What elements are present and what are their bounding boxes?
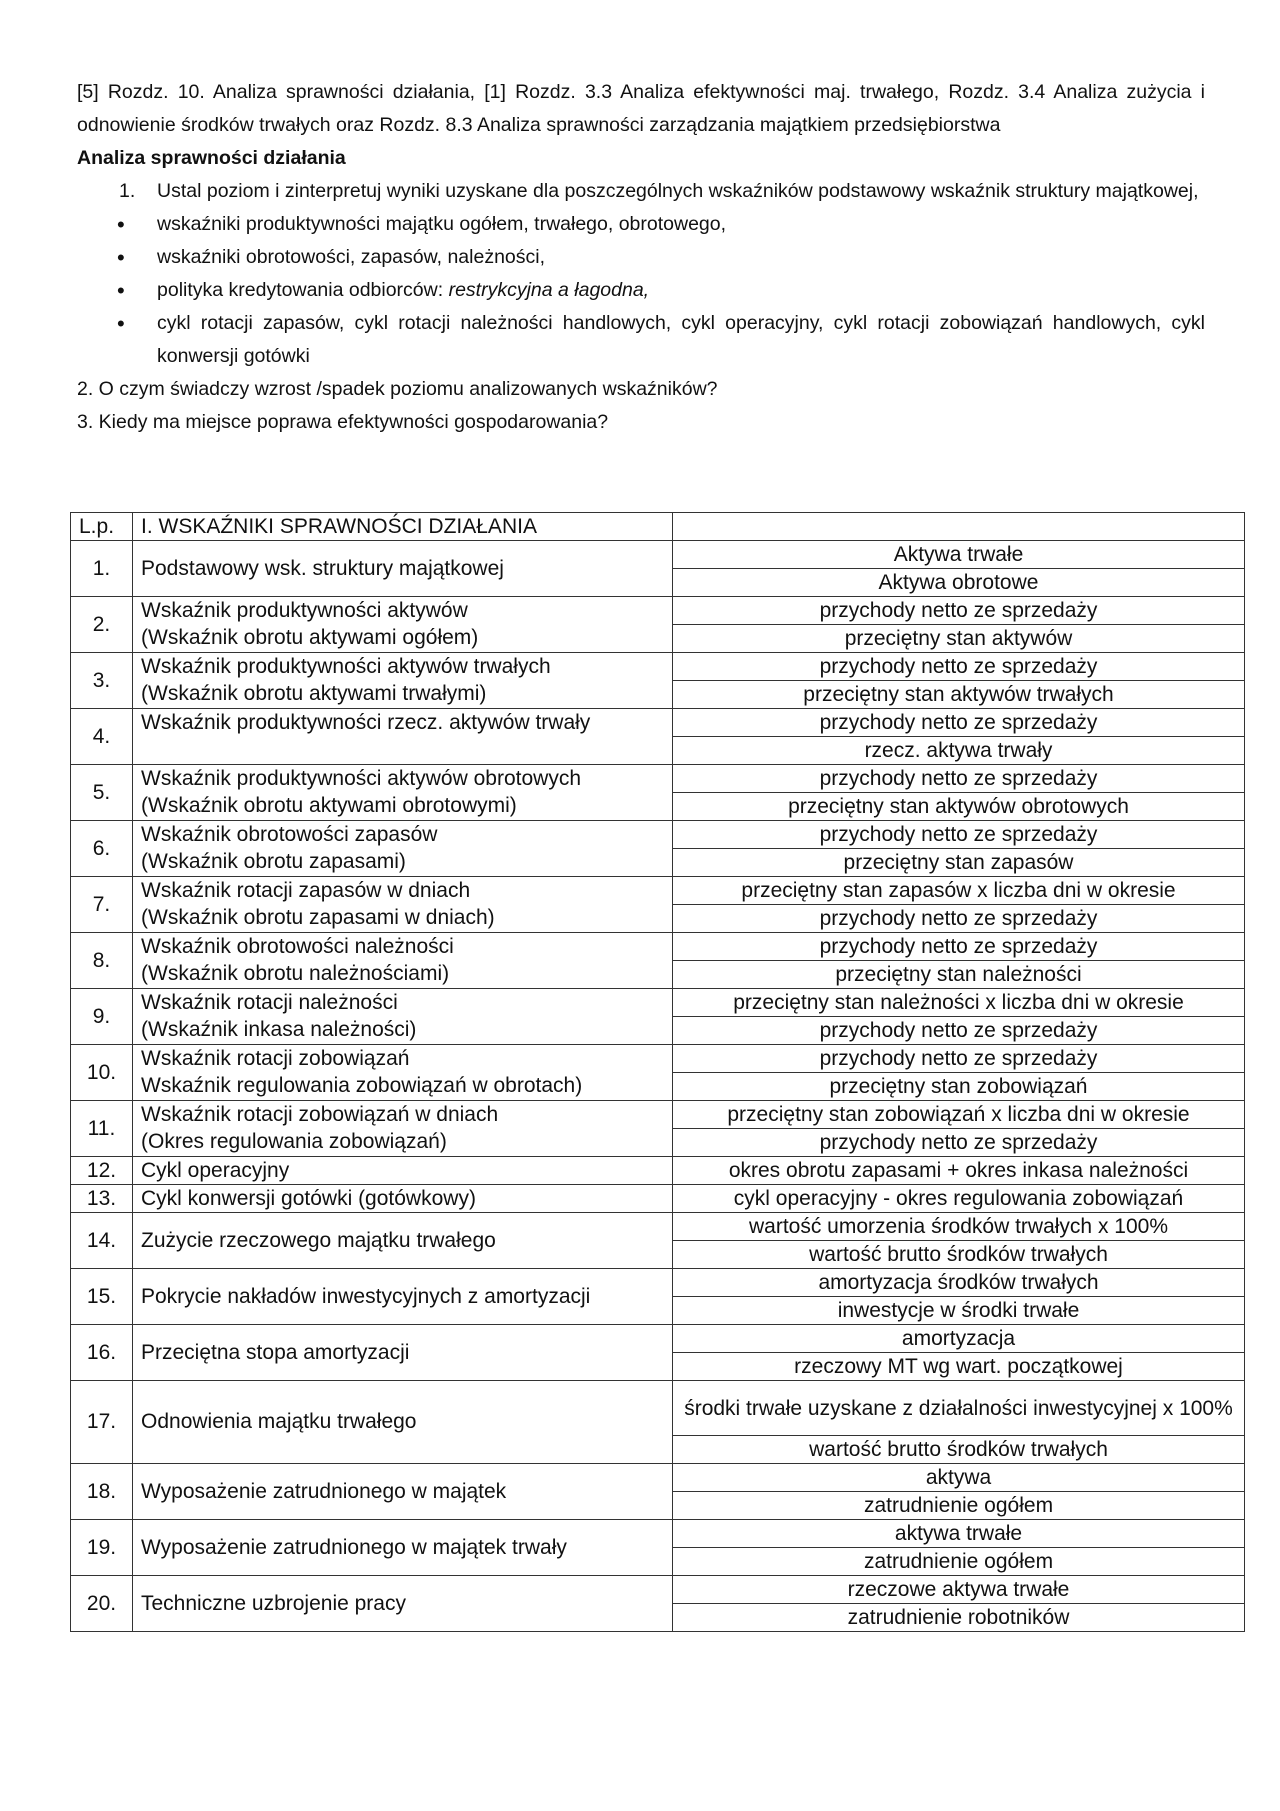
row-number: 12. <box>71 1157 133 1185</box>
formula-numerator: rzeczowe aktywa trwałe <box>673 1576 1245 1604</box>
indicator-name-alt: Wskaźnik regulowania zobowiązań w obrotach) <box>133 1073 673 1101</box>
formula-numerator: amortyzacja <box>673 1325 1245 1353</box>
formula-denominator: inwestycje w środki trwałe <box>673 1297 1245 1325</box>
formula-denominator: przychody netto ze sprzedaży <box>673 1129 1245 1157</box>
table-row-continuation <box>71 793 1245 821</box>
bullet-icon: • <box>117 278 125 303</box>
indicator-name: Wyposażenie zatrudnionego w majątek <box>133 1464 673 1520</box>
list-item-text: wskaźniki obrotowości, zapasów, należności, <box>157 246 546 268</box>
list-item <box>77 241 1205 274</box>
references-paragraph: [5] Rozdz. 10. Analiza sprawności działania, [1] Rozdz. 3.3 Analiza efektywności maj. trwałego, Rozdz. 3.4 Analiza zużycia i odnowienie środków trwałych oraz Rozdz. 8.3 Analiza sprawności zarządzania majątkiem przedsiębiorstwa <box>77 81 1205 136</box>
table-row <box>71 989 1245 1017</box>
indicator-name: Wskaźnik rotacji zobowiązań w dniach <box>133 1101 673 1129</box>
table-row-continuation <box>71 681 1245 709</box>
formula-numerator: przychody netto ze sprzedaży <box>673 933 1245 961</box>
formula-denominator: przeciętny stan aktywów <box>673 625 1245 653</box>
row-number: 6. <box>71 821 133 877</box>
table-row <box>71 1213 1245 1241</box>
indicator-name: Wskaźnik produktywności rzecz. aktywów trwały <box>133 709 673 737</box>
formula-cell: cykl operacyjny - okres regulowania zobowiązań <box>673 1185 1245 1213</box>
indicator-name: Wskaźnik produktywności aktywów <box>133 597 673 625</box>
indicator-name: Wskaźnik rotacji zapasów w dniach <box>133 877 673 905</box>
indicator-name: Cykl konwersji gotówki (gotówkowy) <box>133 1185 673 1213</box>
list-item-text: wskaźniki produktywności majątku ogółem, trwałego, obrotowego, <box>157 213 727 235</box>
formula-denominator: rzecz. aktywa trwały <box>673 737 1245 765</box>
row-number: 18. <box>71 1464 133 1520</box>
list-item-prefix: polityka kredytowania odbiorców: <box>157 279 449 301</box>
indicator-name: Wskaźnik obrotowości zapasów <box>133 821 673 849</box>
table-row <box>71 1185 1245 1213</box>
table-row-continuation <box>71 905 1245 933</box>
list-item-emphasis: restrykcyjna a łagodna, <box>448 279 650 301</box>
formula-numerator: aktywa trwałe <box>673 1520 1245 1548</box>
list-item-text <box>157 274 1205 307</box>
table-row-continuation <box>71 849 1245 877</box>
table-row <box>71 597 1245 625</box>
row-number: 5. <box>71 765 133 821</box>
formula-denominator: wartość brutto środków trwałych <box>673 1241 1245 1269</box>
formula-numerator: przychody netto ze sprzedaży <box>673 765 1245 793</box>
row-number: 11. <box>71 1101 133 1157</box>
indicator-name-alt: (Wskaźnik obrotu należnościami) <box>133 961 673 989</box>
formula-numerator: przychody netto ze sprzedaży <box>673 597 1245 625</box>
row-number: 16. <box>71 1325 133 1381</box>
indicator-name-alt: (Wskaźnik obrotu aktywami ogółem) <box>133 625 673 653</box>
task-list <box>77 175 1205 373</box>
indicator-name: Wskaźnik obrotowości należności <box>133 933 673 961</box>
table-row <box>71 541 1245 569</box>
formula-denominator: rzeczowy MT wg wart. początkowej <box>673 1353 1245 1381</box>
formula-denominator: przeciętny stan zobowiązań <box>673 1073 1245 1101</box>
indicators-table <box>70 512 1245 1632</box>
row-number: 15. <box>71 1269 133 1325</box>
row-number: 20. <box>71 1576 133 1632</box>
table-row <box>71 877 1245 905</box>
row-number: 1. <box>71 541 133 597</box>
bullet-icon: • <box>117 245 125 270</box>
row-number: 8. <box>71 933 133 989</box>
table-row <box>71 1157 1245 1185</box>
row-number: 14. <box>71 1213 133 1269</box>
header-title: I. WSKAŹNIKI SPRAWNOŚCI DZIAŁANIA <box>133 513 673 541</box>
table-row <box>71 653 1245 681</box>
formula-numerator: przychody netto ze sprzedaży <box>673 709 1245 737</box>
formula-numerator: przychody netto ze sprzedaży <box>673 1045 1245 1073</box>
header-lp: L.p. <box>71 513 133 541</box>
formula-numerator: przeciętny stan zobowiązań x liczba dni w okresie <box>673 1101 1245 1129</box>
table-row <box>71 821 1245 849</box>
table-row <box>71 933 1245 961</box>
row-number: 9. <box>71 989 133 1045</box>
list-item-text: Ustal poziom i zinterpretuj wyniki uzyskane dla poszczególnych wskaźników podstawowy wskaźnik struktury majątkowej, <box>157 180 1199 202</box>
indicator-name-alt: (Wskaźnik obrotu zapasami) <box>133 849 673 877</box>
indicator-name-alt: (Wskaźnik obrotu zapasami w dniach) <box>133 905 673 933</box>
formula-numerator: aktywa <box>673 1464 1245 1492</box>
formula-denominator: przychody netto ze sprzedaży <box>673 905 1245 933</box>
intro-section <box>77 76 1205 439</box>
table-row <box>71 1269 1245 1297</box>
indicator-name-alt: (Wskaźnik obrotu aktywami trwałymi) <box>133 681 673 709</box>
formula-denominator: przychody netto ze sprzedaży <box>673 1017 1245 1045</box>
table-header-row <box>71 513 1245 541</box>
row-number: 2. <box>71 597 133 653</box>
table-row-continuation <box>71 1129 1245 1157</box>
formula-denominator: zatrudnienie ogółem <box>673 1548 1245 1576</box>
table-row-continuation <box>71 625 1245 653</box>
indicator-name: Wskaźnik produktywności aktywów obrotowych <box>133 765 673 793</box>
row-number: 4. <box>71 709 133 765</box>
formula-denominator: przeciętny stan zapasów <box>673 849 1245 877</box>
list-item <box>77 208 1205 241</box>
table-row <box>71 1325 1245 1353</box>
question-3: 3. Kiedy ma miejsce poprawa efektywności gospodarowania? <box>77 411 609 433</box>
bullet-icon: • <box>117 212 125 237</box>
row-number: 10. <box>71 1045 133 1101</box>
indicator-name: Wskaźnik rotacji należności <box>133 989 673 1017</box>
header-formula <box>673 513 1245 541</box>
list-item-text: cykl rotacji zapasów, cykl rotacji należności handlowych, cykl operacyjny, cykl rotacji zobowiązań handlowych, cykl konwersji gotówki <box>157 312 1205 367</box>
formula-denominator: wartość brutto środków trwałych <box>673 1436 1245 1464</box>
formula-numerator: przeciętny stan zapasów x liczba dni w okresie <box>673 877 1245 905</box>
formula-numerator: środki trwałe uzyskane z działalności inwestycyjnej x 100% <box>673 1381 1245 1436</box>
formula-denominator: przeciętny stan należności <box>673 961 1245 989</box>
row-number: 17. <box>71 1381 133 1464</box>
row-number: 19. <box>71 1520 133 1576</box>
formula-numerator: przychody netto ze sprzedaży <box>673 821 1245 849</box>
list-item <box>77 175 1205 208</box>
indicator-name-alt: (Wskaźnik inkasa należności) <box>133 1017 673 1045</box>
table-row-continuation <box>71 737 1245 765</box>
table-row <box>71 1464 1245 1492</box>
indicator-name: Cykl operacyjny <box>133 1157 673 1185</box>
table-row <box>71 1520 1245 1548</box>
table-row-continuation <box>71 961 1245 989</box>
formula-denominator: zatrudnienie robotników <box>673 1604 1245 1632</box>
table-row-continuation <box>71 1017 1245 1045</box>
indicator-name: Zużycie rzeczowego majątku trwałego <box>133 1213 673 1269</box>
formula-numerator: przychody netto ze sprzedaży <box>673 653 1245 681</box>
list-item <box>77 274 1205 307</box>
list-number: 1. <box>119 180 136 202</box>
formula-denominator: przeciętny stan aktywów obrotowych <box>673 793 1245 821</box>
table-row <box>71 1381 1245 1436</box>
indicator-name: Wskaźnik rotacji zobowiązań <box>133 1045 673 1073</box>
formula-numerator: wartość umorzenia środków trwałych x 100% <box>673 1213 1245 1241</box>
formula-denominator: zatrudnienie ogółem <box>673 1492 1245 1520</box>
indicator-name-alt <box>133 737 673 765</box>
table-row <box>71 765 1245 793</box>
formula-denominator: przeciętny stan aktywów trwałych <box>673 681 1245 709</box>
indicator-name: Pokrycie nakładów inwestycyjnych z amortyzacji <box>133 1269 673 1325</box>
question-2: 2. O czym świadczy wzrost /spadek poziomu analizowanych wskaźników? <box>77 378 718 400</box>
indicator-name-alt: (Wskaźnik obrotu aktywami obrotowymi) <box>133 793 673 821</box>
table-row <box>71 1101 1245 1129</box>
indicator-name: Podstawowy wsk. struktury majątkowej <box>133 541 673 597</box>
indicator-name-alt: (Okres regulowania zobowiązań) <box>133 1129 673 1157</box>
row-number: 7. <box>71 877 133 933</box>
row-number: 13. <box>71 1185 133 1213</box>
section-heading: Analiza sprawności działania <box>77 147 346 169</box>
row-number: 3. <box>71 653 133 709</box>
indicator-name: Wskaźnik produktywności aktywów trwałych <box>133 653 673 681</box>
formula-cell: okres obrotu zapasami + okres inkasa należności <box>673 1157 1245 1185</box>
bullet-icon: • <box>117 311 125 336</box>
formula-numerator: amortyzacja środków trwałych <box>673 1269 1245 1297</box>
list-item <box>77 307 1205 373</box>
formula-numerator: Aktywa trwałe <box>673 541 1245 569</box>
table-row <box>71 709 1245 737</box>
indicator-name: Techniczne uzbrojenie pracy <box>133 1576 673 1632</box>
table-row-continuation <box>71 1073 1245 1101</box>
table-row <box>71 1045 1245 1073</box>
formula-denominator: Aktywa obrotowe <box>673 569 1245 597</box>
formula-numerator: przeciętny stan należności x liczba dni w okresie <box>673 989 1245 1017</box>
indicator-name: Wyposażenie zatrudnionego w majątek trwały <box>133 1520 673 1576</box>
indicator-name: Przeciętna stopa amortyzacji <box>133 1325 673 1381</box>
table-row <box>71 1576 1245 1604</box>
indicator-name: Odnowienia majątku trwałego <box>133 1381 673 1464</box>
